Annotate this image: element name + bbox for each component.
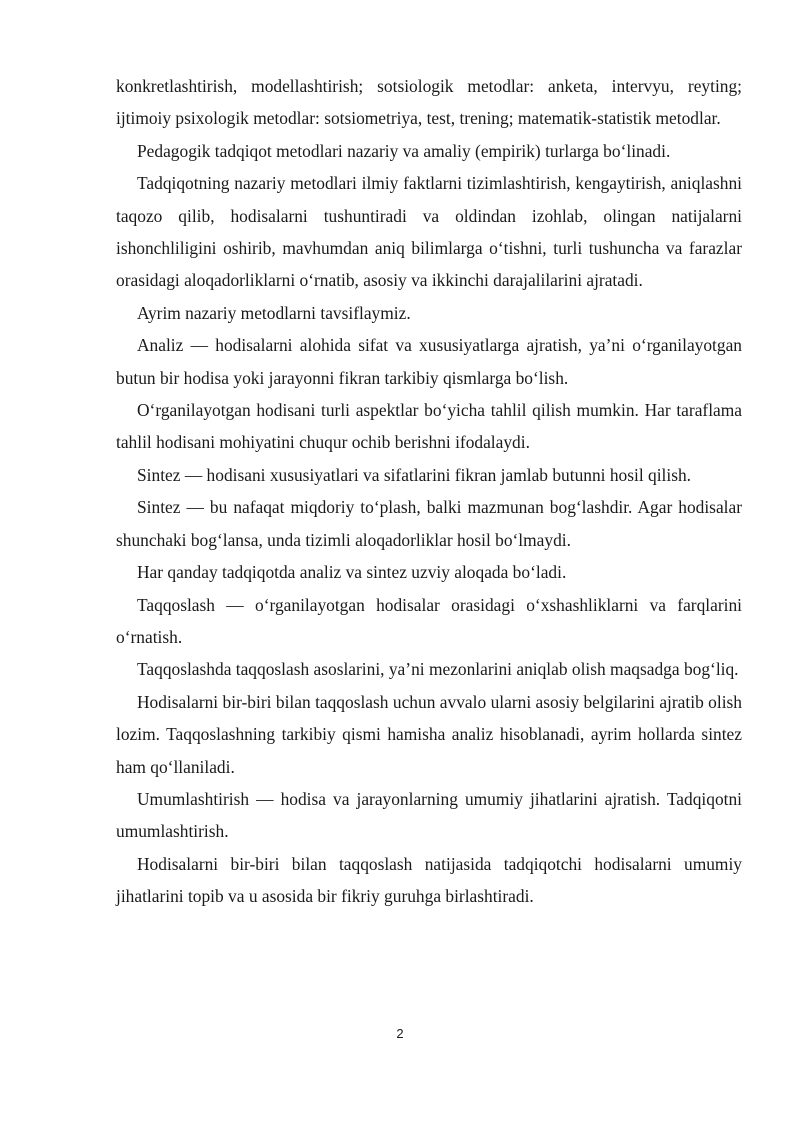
paragraph-synthesis: Sintez — hodisani xususiyatlari va sifatlarini fikran jamlab butunni hosil qilish.: [137, 464, 692, 485]
paragraph-comparison-criteria: Taqqoslashda taqqoslash asoslarini, ya’ni mezonlarini aniqlab olish maqsadga bog‘liq.: [137, 659, 739, 680]
paragraph-generalization-detail: Hodisalarni bir-biri bilan taqqoslash natijasida tadqiqotchi hodisalarni umumiy jihatlarini topib va u asosida bir fikriy guruhga birlashtiradi.: [116, 853, 742, 907]
paragraph-theoretical-methods: Tadqiqotning nazariy metodlari ilmiy faktlarni tizimlashtirish, kengaytirish, aniqlashni taqozo qilib, hodisalarni tushuntiradi va oldindan izohlab, olingan natijalarni ishonchliligini oshirib, mavhumdan aniq bilimlarga o‘tishni, turli tushuncha va farazlar orasidagi aloqadorliklarni o‘rnatib, asosiy va ikkinchi darajalilarini ajratadi.: [116, 173, 742, 291]
paragraph-continuation: konkretlashtirish, modellashtirish; sotsiologik metodlar: anketa, intervyu, reyting; ijtimoiy psixologik metodlar: sotsiometriya, test, trening; matematik-statistik metodlar.: [116, 76, 742, 129]
paragraph-comparison: Taqqoslash — o‘rganilayotgan hodisalar orasidagi o‘xshashliklarni va farqlarini o‘rnatish.: [116, 594, 742, 647]
paragraph-generalization: Umumlashtirish — hodisa va jarayonlarning umumiy jihatlarini ajratish. Tadqiqotni umumlashtirish.: [116, 788, 742, 842]
paragraph-analysis-synthesis-link: Har qanday tadqiqotda analiz va sintez uzviy aloqada bo‘ladi.: [137, 562, 567, 583]
paragraph-method-types: Pedagogik tadqiqot metodlari nazariy va amaliy (empirik) turlarga bo‘linadi.: [137, 140, 671, 161]
paragraph-analysis: Analiz — hodisalarni alohida sifat va xususiyatlarga ajratish, ya’ni o‘rganilayotgan butun bir hodisa yoki jarayonni fikran tarkibiy qismlarga bo‘lish.: [116, 335, 742, 388]
paragraph-synthesis-detail: Sintez — bu nafaqat miqdoriy to‘plash, balki mazmunan bog‘lashdir. Agar hodisalar shunchaki bog‘lansa, unda tizimli aloqadorliklar hosil bo‘lmaydi.: [116, 497, 742, 550]
paragraph-describe-methods: Ayrim nazariy metodlarni tavsiflaymiz.: [137, 302, 411, 323]
paragraph-analysis-aspects: O‘rganilayotgan hodisani turli aspektlar bo‘yicha tahlil qilish mumkin. Har taraflama tahlil hodisani mohiyatini chuqur ochib berishni ifodalaydi.: [116, 400, 742, 453]
page-number: 2: [396, 1026, 404, 1041]
paragraph-comparison-detail: Hodisalarni bir-biri bilan taqqoslash uchun avvalo ularni asosiy belgilarini ajratib olish lozim. Taqqoslashning tarkibiy qismi hamisha analiz hisoblanadi, ayrim hollarda sintez ham qo‘llaniladi.: [116, 691, 742, 777]
document-page: [116, 70, 742, 913]
